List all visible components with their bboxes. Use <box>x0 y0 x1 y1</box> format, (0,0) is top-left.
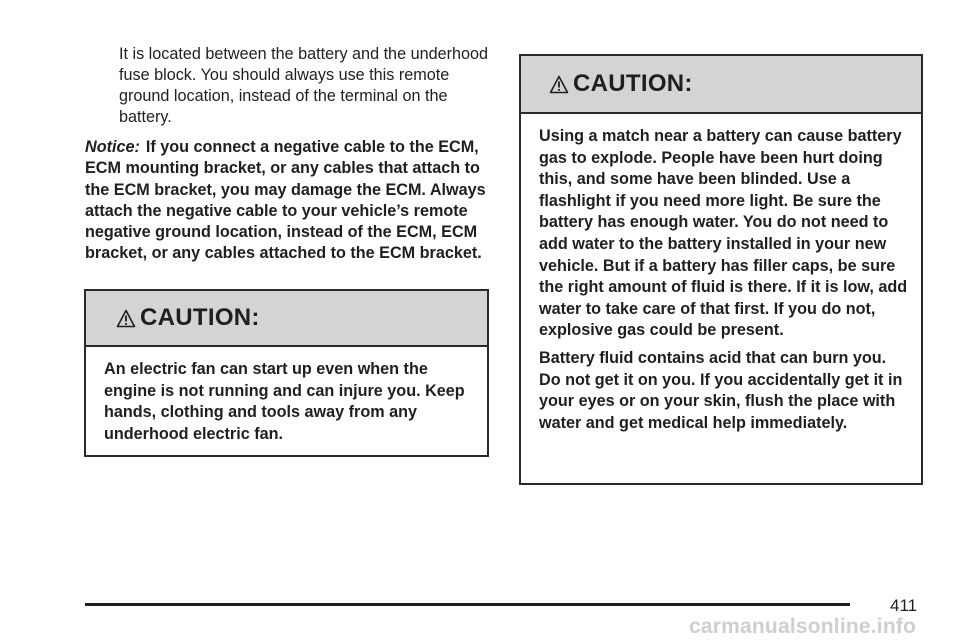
caution-title: CAUTION: <box>573 70 693 97</box>
caution-header <box>86 291 487 347</box>
caution-title: CAUTION: <box>140 304 260 331</box>
notice-text: If you connect a negative cable to the ECM, ECM mounting bracket, or any cables that attach to the ECM bracket, you may damage the ECM. Always attach the negative cable to your vehicle’s remote negative ground location, instead of the ECM, ECM bracket, or any cables attached to the ECM bracket. <box>85 138 486 263</box>
caution-header <box>521 56 921 114</box>
notice-label: Notice: <box>85 138 140 156</box>
watermark: carmanualsonline.info <box>689 615 917 638</box>
page-number: 411 <box>890 596 918 615</box>
caution-text: An electric fan can start up even when the engine is not running and can injure you. Keep hands, clothing and tools away from any underhood electric fan. <box>104 360 465 443</box>
caution-body <box>86 347 487 445</box>
caution-box-electric-fan <box>84 289 489 457</box>
caution-text-paragraph-2: Battery fluid contains acid that can burn you. Do not get it on you. If you accidentally get it in your eyes or on your skin, flush the place with water and get medical help immediately. <box>539 348 903 432</box>
warning-triangle-icon <box>549 75 569 94</box>
footer-rule <box>85 603 850 606</box>
caution-text-paragraph-1: Using a match near a battery can cause battery gas to explode. People have been hurt doing this, and some have been blinded. Use a flashlight if you need more light. Be sure the battery has enough water. You do not need to add water to the battery installed in your new vehicle. But if a battery has filler caps, be sure the right amount of fluid is there. If it is low, add water to take care of that first. If you do not, explosive gas could be present. <box>539 127 908 340</box>
caution-box-battery <box>519 54 923 485</box>
notice-paragraph <box>85 137 495 265</box>
caution-body <box>521 114 921 434</box>
warning-triangle-icon <box>116 309 136 328</box>
intro-paragraph: It is located between the battery and the underhood fuse block. You should always use this remote ground location, instead of the terminal on the battery. <box>119 45 488 126</box>
